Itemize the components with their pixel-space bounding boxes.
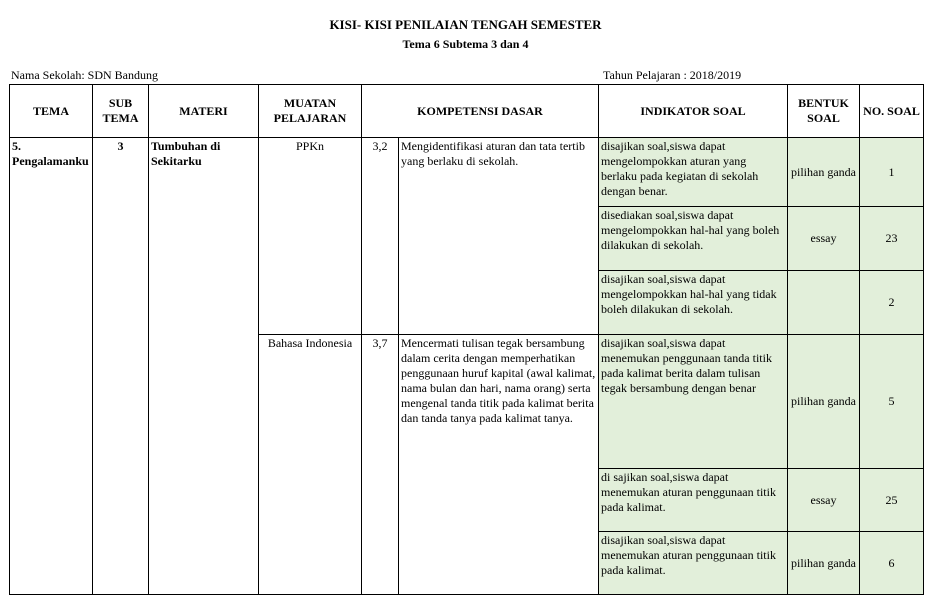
no-soal-cell: 2 — [860, 271, 924, 335]
subtema-cell: 3 — [93, 138, 149, 595]
col-indikator: INDIKATOR SOAL — [599, 85, 788, 138]
kd-text-cell: Mengidentifikasi aturan dan tata tertib yang berlaku di sekolah. — [399, 138, 599, 335]
document-title: KISI- KISI PENILAIAN TENGAH SEMESTER — [329, 17, 602, 32]
no-soal-cell: 1 — [860, 138, 924, 207]
bentuk-cell: pilihan ganda — [788, 138, 860, 207]
col-no-soal: NO. SOAL — [860, 85, 924, 138]
bentuk-cell: essay — [788, 207, 860, 271]
document-subtitle: Tema 6 Subtema 3 dan 4 — [402, 37, 529, 51]
col-tema: TEMA — [10, 85, 93, 138]
table-row — [10, 138, 924, 207]
bentuk-cell: pilihan ganda — [788, 335, 860, 469]
indikator-cell: disajikan soal,siswa dapat mengelompokkan aturan yang berlaku pada kegiatan di sekolah dengan benar. — [599, 138, 788, 207]
kisi-kisi-table — [9, 84, 924, 595]
indikator-cell: disajikan soal,siswa dapat menemukan penggunaan tanda titik pada kalimat berita dalam tulisan tegak bersambung dengan benar — [599, 335, 788, 469]
kd-text-cell: Mencermati tulisan tegak bersambung dalam cerita dengan memperhatikan penggunaan huruf kapital (awal kalimat, nama bulan dan hari, nama orang) serta mengenal tanda titik pada kalimat berita dan tanda tanya pada kalimat tanya. — [399, 335, 599, 595]
col-subtema: SUB TEMA — [93, 85, 149, 138]
muatan-cell: PPKn — [259, 138, 362, 335]
no-soal-cell: 23 — [860, 207, 924, 271]
academic-year: Tahun Pelajaran : 2018/2019 — [603, 68, 742, 82]
header-row — [10, 85, 924, 138]
bentuk-cell: pilihan ganda — [788, 532, 860, 595]
bentuk-cell — [788, 271, 860, 335]
col-muatan: MUATAN PELAJARAN — [259, 85, 362, 138]
no-soal-cell: 25 — [860, 469, 924, 532]
no-soal-cell: 6 — [860, 532, 924, 595]
materi-cell: Tumbuhan di Sekitarku — [149, 138, 259, 595]
school-name: Nama Sekolah: SDN Bandung — [11, 68, 158, 82]
kd-number-cell: 3,7 — [362, 335, 399, 595]
no-soal-cell: 5 — [860, 335, 924, 469]
col-bentuk: BENTUK SOAL — [788, 85, 860, 138]
bentuk-cell: essay — [788, 469, 860, 532]
indikator-cell: di sajikan soal,siswa dapat menemukan aturan penggunaan titik pada kalimat. — [599, 469, 788, 532]
indikator-cell: disajikan soal,siswa dapat mengelompokkan hal-hal yang tidak boleh dilakukan di sekolah. — [599, 271, 788, 335]
kd-number-cell: 3,2 — [362, 138, 399, 335]
muatan-cell: Bahasa Indonesia — [259, 335, 362, 595]
indikator-cell: disediakan soal,siswa dapat mengelompokkan hal-hal yang boleh dilakukan di sekolah. — [599, 207, 788, 271]
indikator-cell: disajikan soal,siswa dapat menemukan aturan penggunaan titik pada kalimat. — [599, 532, 788, 595]
col-materi: MATERI — [149, 85, 259, 138]
col-kompetensi-dasar: KOMPETENSI DASAR — [362, 85, 599, 138]
tema-cell: 5. Pengalamanku — [10, 138, 93, 595]
